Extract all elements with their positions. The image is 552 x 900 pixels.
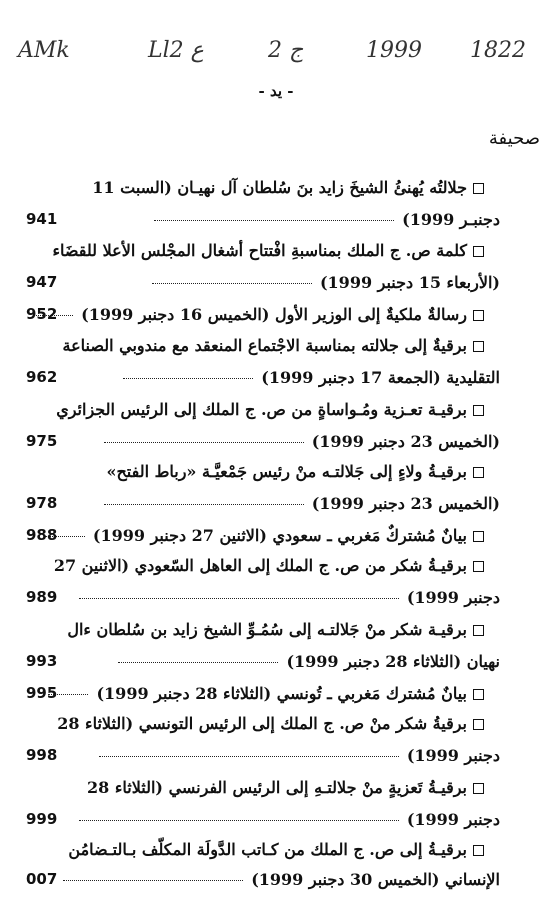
entry-text: برقيـةُ تَعزيةٍ منْ جلالتـهِ إلى الرئيس الفرنسي (الثلاثاء 28 xyxy=(87,778,467,797)
toc-entry-continuation xyxy=(118,652,500,671)
toc-entry xyxy=(67,620,484,639)
checkbox-square-icon xyxy=(473,689,484,700)
toc-entry-continuation xyxy=(104,432,500,451)
entry-text: بيانٌ مُشتركٌ مَغربي ـ سعودي (الاثنين 27 دجنبر 1999) xyxy=(92,526,467,545)
entry-text: دجنبـر 1999) xyxy=(402,210,500,229)
checkbox-square-icon xyxy=(473,310,484,321)
entry-text: دجنبر 1999) xyxy=(406,746,500,765)
toc-entry xyxy=(106,462,484,481)
toc-entry xyxy=(56,400,484,419)
page-number: 993 xyxy=(26,652,58,670)
entry-text: برقيـةُ شكر من ص. ج الملك إلى العاهل السّعودي (الاثنين 27 xyxy=(53,556,467,575)
page-number: 007 xyxy=(26,870,58,888)
toc-entry xyxy=(57,714,484,733)
page-number: 988 xyxy=(26,526,58,544)
dot-leader xyxy=(104,442,304,443)
dot-leader xyxy=(123,378,253,379)
checkbox-square-icon xyxy=(473,719,484,730)
toc-entry-continuation xyxy=(154,210,500,229)
checkbox-square-icon xyxy=(473,183,484,194)
toc-entry xyxy=(48,684,484,703)
toc-entry xyxy=(63,336,484,355)
page-number: 989 xyxy=(26,588,58,606)
toc-entry-continuation xyxy=(63,870,500,889)
toc-entry xyxy=(92,178,484,197)
toc-entry-continuation xyxy=(79,588,500,607)
toc-entry xyxy=(68,840,484,859)
page-number: 995 xyxy=(26,684,58,702)
entry-text: الإنساني (الخميس 30 دجنبر 1999) xyxy=(251,870,500,889)
toc-entry-continuation xyxy=(99,746,500,765)
entry-text: برقيةُ شكر منْ ص. ج الملك إلى الرئيس التونسي (الثلاثاء 28 xyxy=(57,714,467,733)
toc-entry xyxy=(87,778,484,797)
dot-leader xyxy=(104,504,304,505)
dot-leader xyxy=(152,283,312,284)
dot-leader xyxy=(154,220,394,221)
entry-text: دجنبر 1999) xyxy=(406,588,500,607)
entry-text: برقيـة شكر منْ جَلالتـه إلى سُمُـوِّ الشيخ زايد بن سُلطان ءال xyxy=(67,620,467,639)
entry-text: برقيـةُ إلى ص. ج الملك من كـاتب الدَّولَة المكلّف بـالتـضامُن xyxy=(68,840,467,859)
entry-text: (الخميس 23 دجنبر 1999) xyxy=(311,432,500,451)
entry-text: برقيـةُ ولاءٍ إلى جَلالتـه منْ رئيس جَمْعيَّـة «رباط الفتح» xyxy=(106,462,467,481)
checkbox-square-icon xyxy=(473,246,484,257)
handwritten-mark-2: Ll2 ع xyxy=(148,38,204,63)
entry-text: نهيان (الثلاثاء 28 دجنبر 1999) xyxy=(286,652,500,671)
dot-leader xyxy=(99,756,399,757)
checkbox-square-icon xyxy=(473,531,484,542)
entry-text: (الأربعاء 15 دجنبر 1999) xyxy=(319,273,500,292)
checkbox-square-icon xyxy=(473,467,484,478)
page-number: 952 xyxy=(26,305,58,323)
entry-text: التقليدية (الجمعة 17 دجنبر 1999) xyxy=(261,368,500,387)
page-number: 947 xyxy=(26,273,58,291)
toc-entry-continuation xyxy=(152,273,500,292)
entry-text: رسالةٌ ملكيةٌ إلى الوزير الأول (الخميس 16 دجنبر 1999) xyxy=(81,305,467,324)
toc-entry xyxy=(54,556,484,575)
dot-leader xyxy=(118,662,278,663)
page-number: 941 xyxy=(26,210,58,228)
entry-text: كلمة ص. ج الملك بمناسبةِ افْتتاح أشغال المجْلس الأعلا للقضَاء xyxy=(52,241,467,260)
column-header: صحيفة xyxy=(488,128,540,149)
toc-entry xyxy=(52,241,484,260)
checkbox-square-icon xyxy=(473,783,484,794)
dot-leader xyxy=(79,598,399,599)
toc-entry xyxy=(33,305,484,324)
toc-entry-continuation xyxy=(123,368,500,387)
handwritten-mark-3: 2 ج xyxy=(268,38,304,63)
toc-entry-continuation xyxy=(79,810,500,829)
dot-leader xyxy=(79,820,399,821)
page-number: 999 xyxy=(26,810,58,828)
dot-leader xyxy=(63,880,243,881)
entry-text: دجنبر 1999) xyxy=(406,810,500,829)
handwritten-mark-5: 1822 xyxy=(470,38,526,63)
checkbox-square-icon xyxy=(473,625,484,636)
page-number: 962 xyxy=(26,368,58,386)
checkbox-square-icon xyxy=(473,561,484,572)
entry-text: جلالتُه يُهنئُ الشيخَ زايد بنَ سُلطان آل نهيـان (السبت 11 xyxy=(92,178,467,197)
toc-entry xyxy=(45,526,484,545)
entry-text: بيانٌ مُشترك مَغربي ـ تُونسي (الثلاثاء 28 دجنبر 1999) xyxy=(96,684,467,703)
entry-text: برقيـة تعـزية ومُـواساةٍ من ص. ج الملك إلى الرئيس الجزائري xyxy=(56,400,467,419)
page-number: 975 xyxy=(26,432,58,450)
entry-text: (الخميس 23 دجنبر 1999) xyxy=(311,494,500,513)
page-number: 978 xyxy=(26,494,58,512)
checkbox-square-icon xyxy=(473,341,484,352)
page-number: 998 xyxy=(26,746,58,764)
checkbox-square-icon xyxy=(473,405,484,416)
entry-text: برقيةٌ إلى جلالته بمناسبة الاجْتماع المنعقد مع مندوبي الصناعة xyxy=(62,336,467,355)
handwritten-mark-1: AMk xyxy=(18,38,70,63)
checkbox-square-icon xyxy=(473,845,484,856)
toc-entry-continuation xyxy=(104,494,500,513)
page-marker: - يد - xyxy=(258,82,294,100)
handwritten-mark-4: 1999 xyxy=(366,38,422,63)
